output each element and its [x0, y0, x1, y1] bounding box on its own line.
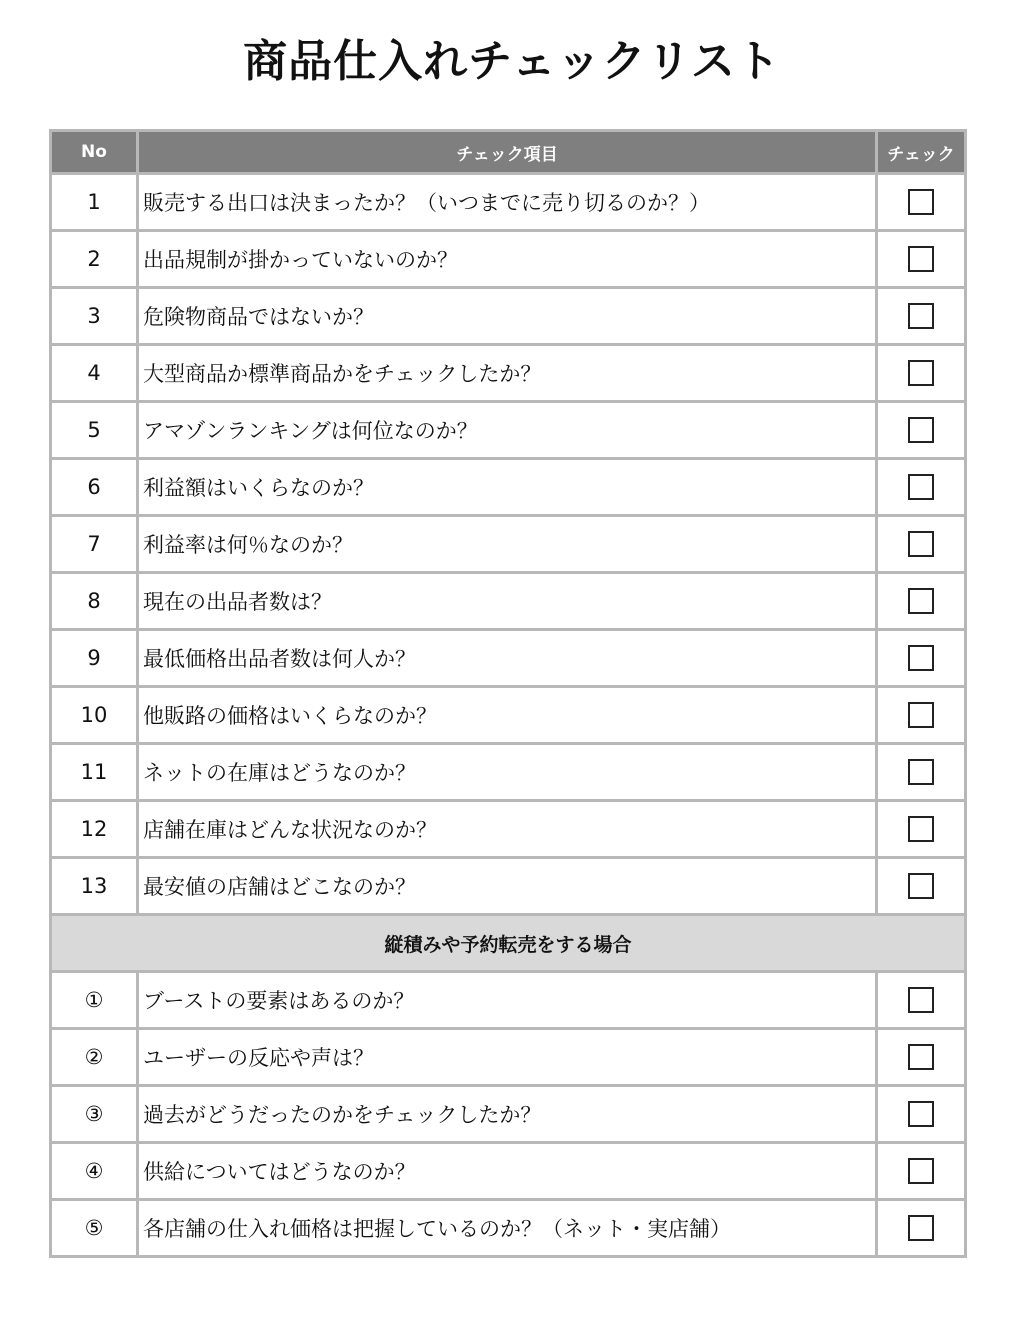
table-row: [51, 801, 966, 858]
item-number: ②: [51, 1029, 138, 1086]
check-cell: [877, 402, 966, 459]
table-row: [51, 1029, 966, 1086]
check-cell: [877, 687, 966, 744]
item-number: ①: [51, 972, 138, 1029]
check-cell: [877, 801, 966, 858]
check-cell: [877, 231, 966, 288]
check-cell: [877, 1200, 966, 1257]
table-row: [51, 687, 966, 744]
checkbox[interactable]: [908, 873, 934, 899]
item-text: 最低価格出品者数は何人か？: [138, 630, 877, 687]
item-number: 1: [51, 174, 138, 231]
item-number: 7: [51, 516, 138, 573]
checkbox[interactable]: [908, 759, 934, 785]
table-row: [51, 516, 966, 573]
item-text: 他販路の価格はいくらなのか？: [138, 687, 877, 744]
checkbox[interactable]: [908, 987, 934, 1013]
table-row: [51, 1200, 966, 1257]
checkbox[interactable]: [908, 702, 934, 728]
item-number: 12: [51, 801, 138, 858]
header-no: No: [51, 131, 138, 174]
checkbox[interactable]: [908, 474, 934, 500]
checkbox[interactable]: [908, 816, 934, 842]
check-cell: [877, 516, 966, 573]
check-cell: [877, 744, 966, 801]
item-number: 2: [51, 231, 138, 288]
item-text: 利益額はいくらなのか？: [138, 459, 877, 516]
table-row: [51, 972, 966, 1029]
item-number: 8: [51, 573, 138, 630]
table-row: [51, 630, 966, 687]
check-cell: [877, 972, 966, 1029]
item-text: 過去がどうだったのかをチェックしたか？: [138, 1086, 877, 1143]
item-text: ユーザーの反応や声は？: [138, 1029, 877, 1086]
table-row: [51, 744, 966, 801]
item-text: 供給についてはどうなのか？: [138, 1143, 877, 1200]
item-number: ⑤: [51, 1200, 138, 1257]
check-cell: [877, 1029, 966, 1086]
item-number: ③: [51, 1086, 138, 1143]
item-text: 販売する出口は決まったか？（いつまでに売り切るのか？）: [138, 174, 877, 231]
check-cell: [877, 573, 966, 630]
checkbox[interactable]: [908, 588, 934, 614]
item-text: アマゾンランキングは何位なのか？: [138, 402, 877, 459]
header-item: チェック項目: [138, 131, 877, 174]
page-title: 商品仕入れチェックリスト: [243, 36, 781, 87]
item-text: 各店舗の仕入れ価格は把握しているのか？（ネット・実店舗）: [138, 1200, 877, 1257]
section-header-row: [51, 915, 966, 972]
table-row: [51, 174, 966, 231]
item-number: 9: [51, 630, 138, 687]
item-number: 6: [51, 459, 138, 516]
checkbox[interactable]: [908, 1101, 934, 1127]
checkbox[interactable]: [908, 531, 934, 557]
check-cell: [877, 858, 966, 915]
table-row: [51, 231, 966, 288]
item-text: 利益率は何％なのか？: [138, 516, 877, 573]
check-cell: [877, 345, 966, 402]
check-cell: [877, 174, 966, 231]
table-row: [51, 345, 966, 402]
checkbox[interactable]: [908, 1158, 934, 1184]
table-row: [51, 858, 966, 915]
header-check: チェック: [877, 131, 966, 174]
item-text: 最安値の店舗はどこなのか？: [138, 858, 877, 915]
item-text: ブーストの要素はあるのか？: [138, 972, 877, 1029]
item-number: 3: [51, 288, 138, 345]
table-row: [51, 573, 966, 630]
item-number: 13: [51, 858, 138, 915]
check-cell: [877, 1143, 966, 1200]
item-text: 現在の出品者数は？: [138, 573, 877, 630]
item-number: 4: [51, 345, 138, 402]
checkbox[interactable]: [908, 303, 934, 329]
table-row: [51, 402, 966, 459]
checkbox[interactable]: [908, 360, 934, 386]
table-row: [51, 288, 966, 345]
item-text: 出品規制が掛かっていないのか？: [138, 231, 877, 288]
item-text: ネットの在庫はどうなのか？: [138, 744, 877, 801]
check-cell: [877, 630, 966, 687]
item-number: 5: [51, 402, 138, 459]
checkbox[interactable]: [908, 189, 934, 215]
table-row: [51, 459, 966, 516]
checklist-body: [51, 174, 966, 1257]
item-number: 10: [51, 687, 138, 744]
checkbox[interactable]: [908, 417, 934, 443]
table-header-row: [51, 131, 966, 174]
item-text: 大型商品か標準商品かをチェックしたか？: [138, 345, 877, 402]
check-cell: [877, 288, 966, 345]
checkbox[interactable]: [908, 1215, 934, 1241]
checklist-table: [49, 129, 967, 1258]
checkbox[interactable]: [908, 645, 934, 671]
item-text: 危険物商品ではないか？: [138, 288, 877, 345]
checkbox[interactable]: [908, 1044, 934, 1070]
item-text: 店舗在庫はどんな状況なのか？: [138, 801, 877, 858]
check-cell: [877, 459, 966, 516]
checkbox[interactable]: [908, 246, 934, 272]
table-row: [51, 1143, 966, 1200]
section-title: 縦積みや予約転売をする場合: [51, 915, 966, 972]
item-number: 11: [51, 744, 138, 801]
table-row: [51, 1086, 966, 1143]
check-cell: [877, 1086, 966, 1143]
item-number: ④: [51, 1143, 138, 1200]
